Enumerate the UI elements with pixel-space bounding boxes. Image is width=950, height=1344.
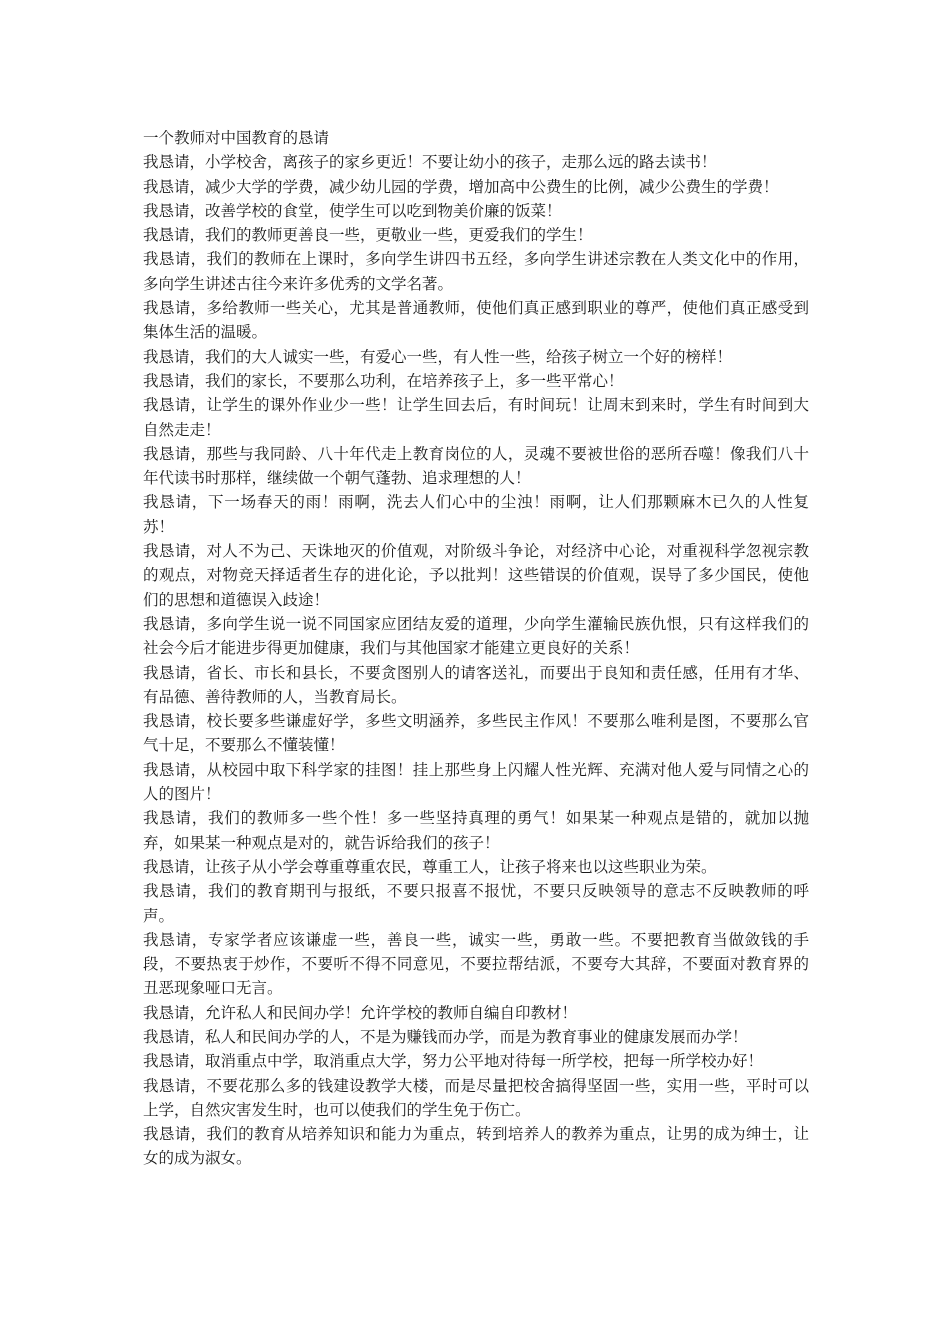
paragraph: 我恳请，下一场春天的雨！雨啊，洗去人们心中的尘浊！雨啊，让人们那颗麻木已久的人性复苏！ — [143, 493, 809, 536]
paragraph: 我恳请，多给教师一些关心，尤其是普通教师，使他们真正感到职业的尊严，使他们真正感受到集体生活的温暖。 — [143, 299, 809, 342]
paragraph: 我恳请，让孩子从小学会尊重尊重农民，尊重工人，让孩子将来也以这些职业为荣。 — [143, 857, 717, 876]
paragraph: 我恳请，取消重点中学，取消重点大学，努力公平地对待每一所学校，把每一所学校办好！ — [143, 1052, 764, 1071]
paragraph: 我恳请，我们的教师更善良一些，更敬业一些，更爱我们的学生！ — [143, 226, 593, 245]
paragraph: 我恳请，我们的教育从培养知识和能力为重点，转到培养人的教养为重点，让男的成为绅士，让女的成为淑女。 — [143, 1125, 809, 1168]
paragraph: 我恳请，从校园中取下科学家的挂图！挂上那些身上闪耀人性光辉、充满对他人爱与同情之心的人的图片！ — [143, 760, 809, 804]
paragraph: 我恳请，省长、市长和县长，不要贪图别人的请客送礼，而要出于良知和责任感，任用有才华、有品德、善待教师的人，当教育局长。 — [143, 663, 809, 706]
paragraph: 我恳请，那些与我同龄、八十年代走上教育岗位的人，灵魂不要被世俗的恶所吞噬！像我们八十年代读书时那样，继续做一个朝气蓬勃、追求理想的人！ — [143, 444, 809, 488]
paragraph: 我恳请，对人不为己、天诛地灭的价值观，对阶级斗争论，对经济中心论，对重视科学忽视宗教的观点，对物竞天择适者生存的进化论，予以批判！这些错误的价值观，误导了多少国民，使他们的思想和道德误入歧途！ — [143, 542, 809, 609]
paragraph: 我恳请，改善学校的食堂，使学生可以吃到物美价廉的饭菜！ — [143, 201, 562, 220]
paragraph: 我恳请，多向学生说一说不同国家应团结友爱的道理，少向学生灌输民族仇恨，只有这样我们的社会今后才能进步得更加健康，我们与其他国家才能建立更良好的关系！ — [143, 614, 809, 658]
paragraph: 我恳请，允许私人和民间办学！允许学校的教师自编自印教材！ — [143, 1003, 578, 1022]
paragraph: 我恳请，减少大学的学费，减少幼儿园的学费，增加高中公费生的比例，减少公费生的学费！ — [143, 177, 779, 196]
paragraph: 我恳请，我们的家长，不要那么功利，在培养孩子上，多一些平常心！ — [143, 371, 624, 390]
paragraph: 我恳请，私人和民间办学的人，不是为赚钱而办学，而是为教育事业的健康发展而办学！ — [143, 1027, 748, 1046]
paragraph: 我恳请，专家学者应该谦虚一些，善良一些，诚实一些，勇敢一些。不要把教育当做敛钱的手段，不要热衷于炒作，不要听不得不同意见，不要拉帮结派，不要夸大其辞，不要面对教育界的丑恶现象哑口无言。 — [143, 930, 809, 998]
paragraph: 我恳请，让学生的课外作业少一些！让学生回去后，有时间玩！让周末到来时，学生有时间到大自然走走！ — [143, 396, 809, 439]
paragraph: 我恳请，我们的教育期刊与报纸，不要只报喜不报忧，不要只反映领导的意志不反映教师的呼声。 — [143, 882, 809, 925]
paragraph: 我恳请，我们的教师在上课时，多向学生讲四书五经，多向学生讲述宗教在人类文化中的作用，多向学生讲述古往今来许多优秀的文学名著。 — [143, 250, 809, 293]
paragraph: 我恳请，校长要多些谦虚好学，多些文明涵养，多些民主作风！不要那么唯利是图，不要那么官气十足，不要那么不懂装懂！ — [143, 712, 809, 755]
paragraph: 我恳请，我们的大人诚实一些，有爱心一些，有人性一些，给孩子树立一个好的榜样！ — [143, 347, 733, 366]
paragraph: 我恳请，不要花那么多的钱建设教学大楼，而是尽量把校舍搞得坚固一些，实用一些，平时可以上学，自然灾害发生时，也可以使我们的学生免于伤亡。 — [143, 1076, 809, 1119]
paragraph: 我恳请，我们的教师多一些个性！多一些坚持真理的勇气！如果某一种观点是错的，就加以抛弃，如果某一种观点是对的，就告诉给我们的孩子！ — [143, 809, 809, 852]
document-title: 一个教师对中国教育的恳请 — [143, 129, 330, 147]
document-body — [143, 126, 809, 1171]
paragraph: 我恳请，小学校舍，离孩子的家乡更近！不要让幼小的孩子，走那么远的路去读书！ — [143, 153, 717, 172]
